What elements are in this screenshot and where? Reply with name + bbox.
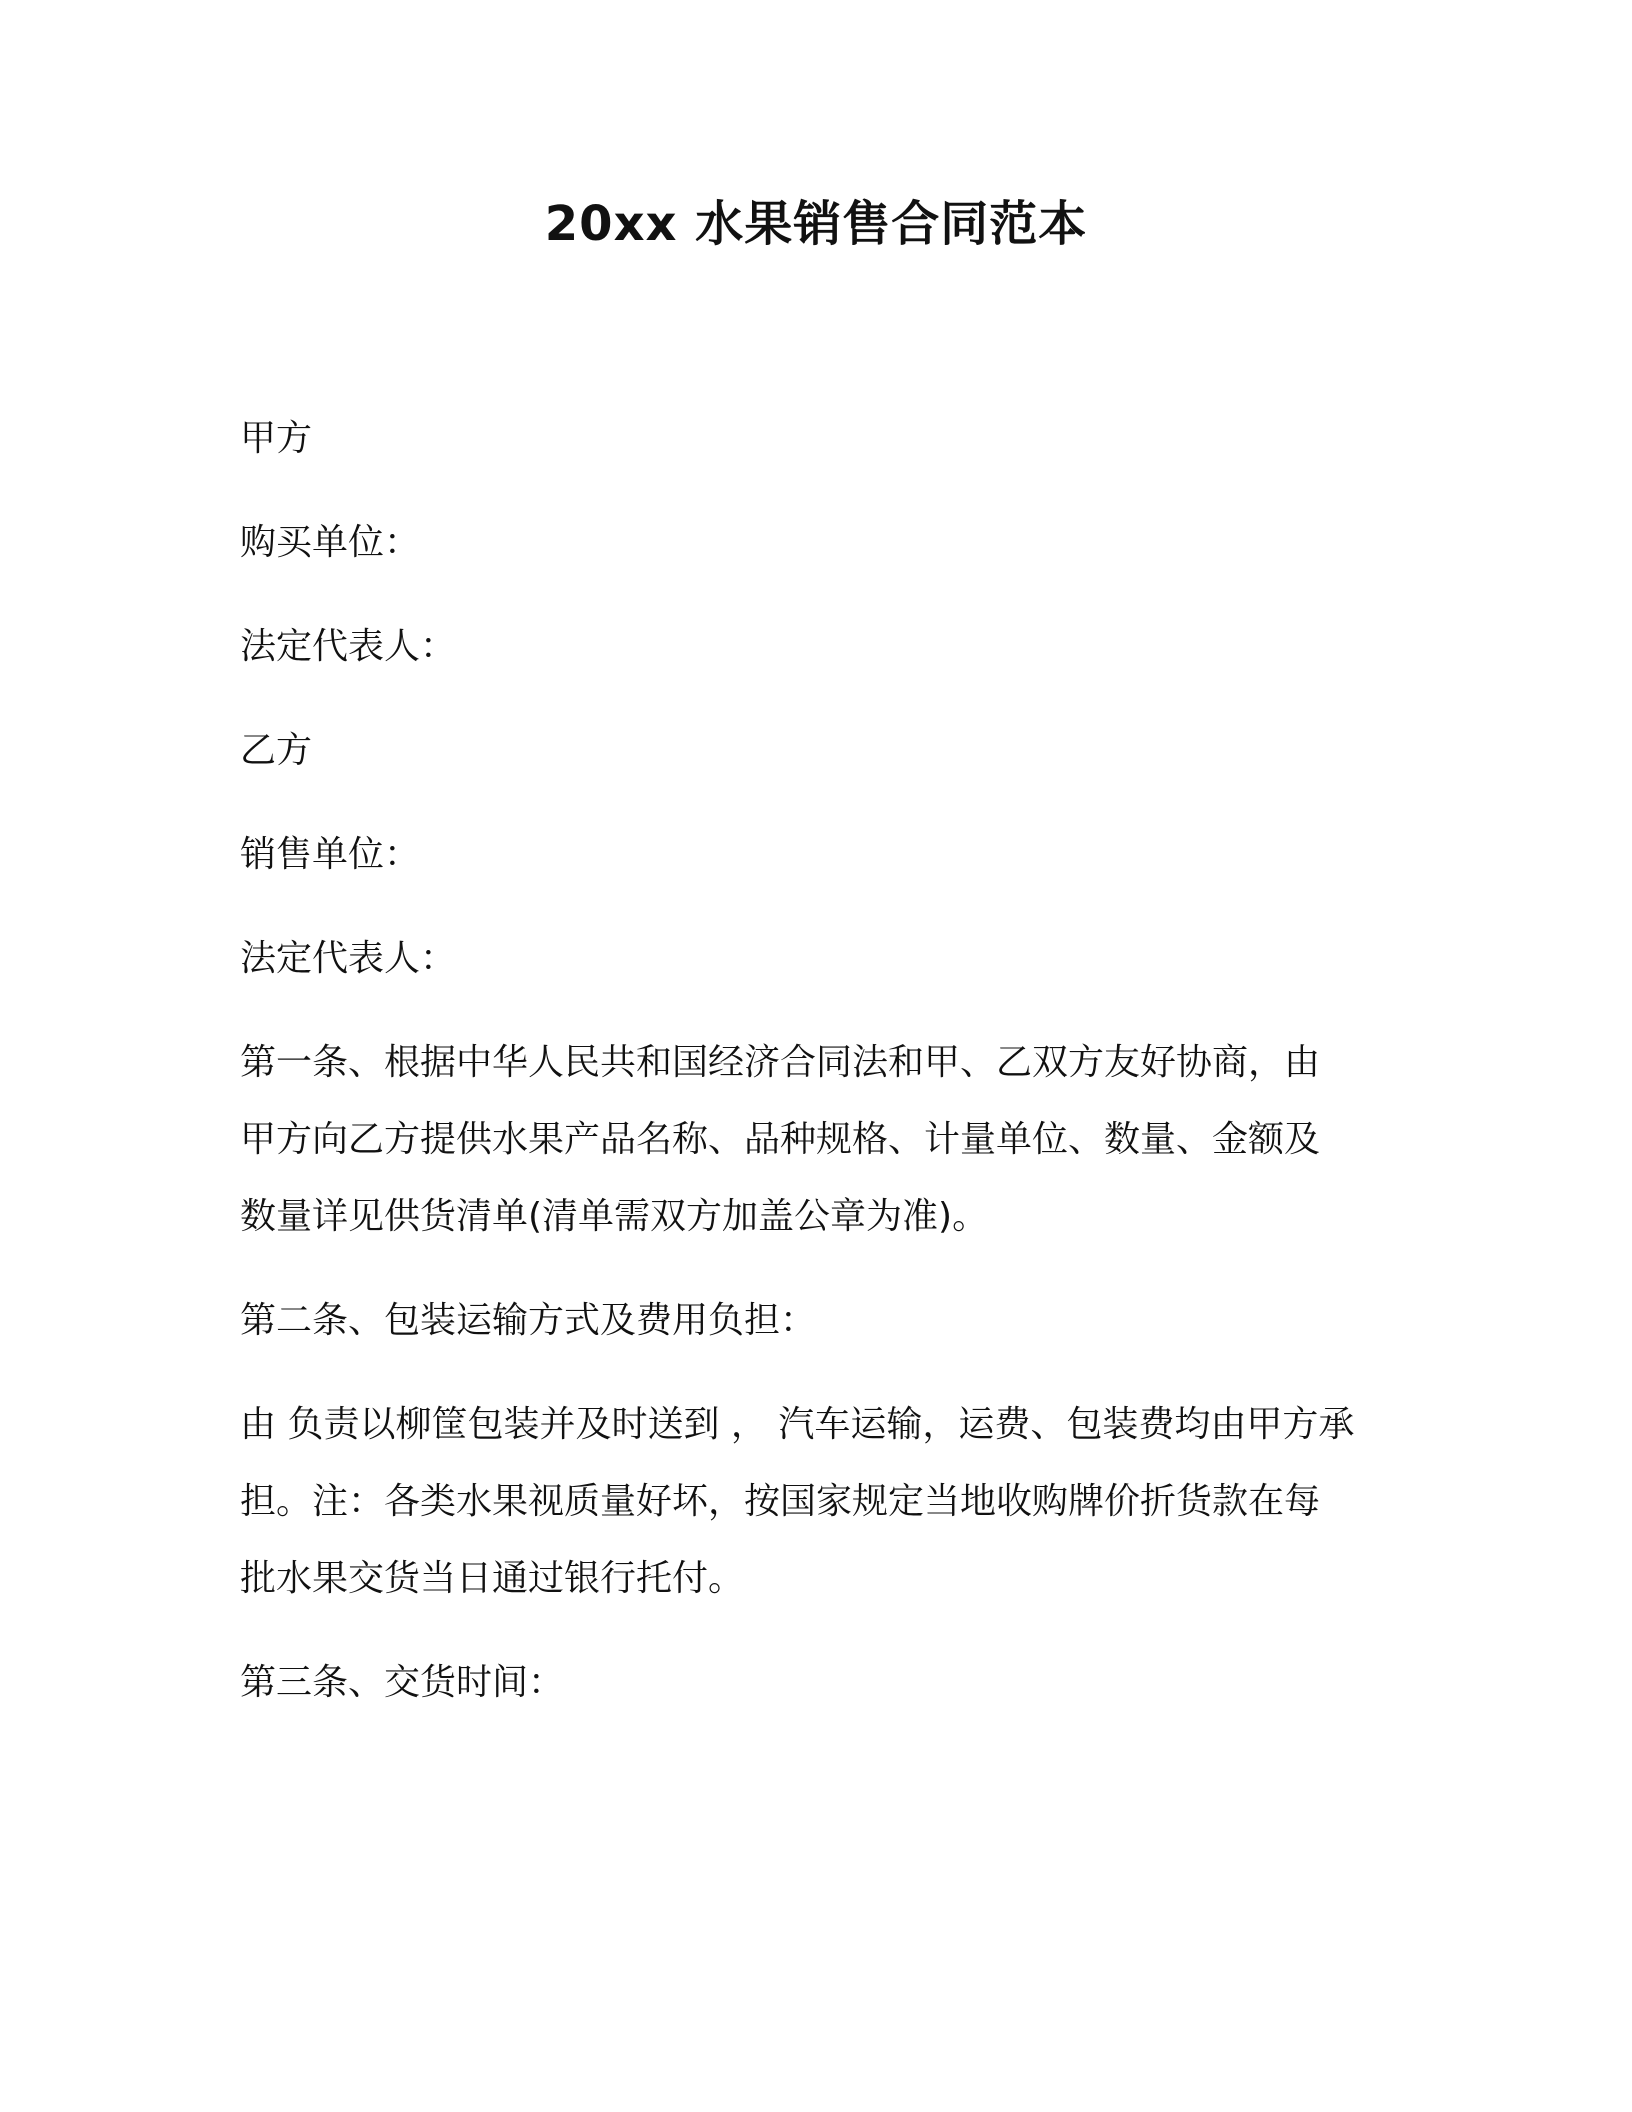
- document-body: [240, 415, 1380, 1763]
- party-a-heading: 甲方: [240, 418, 313, 459]
- party-b-heading: 乙方: [240, 730, 313, 771]
- document-title: 20xx 水果销售合同范本: [544, 196, 1088, 252]
- party-b-seller-label: 销售单位：: [240, 834, 421, 875]
- article-1-paragraph: [240, 1039, 1380, 1241]
- party-a-representative-label: 法定代表人：: [240, 626, 457, 667]
- article-1-line: 甲方向乙方提供水果产品名称、品种规格、计量单位、数量、金额及: [240, 1119, 1321, 1160]
- article-2-line: 批水果交货当日通过银行托付。: [240, 1558, 745, 1599]
- article-2-line: 担。注：各类水果视质量好坏，按国家规定当地收购牌价折货款在每: [240, 1481, 1321, 1522]
- article-3-heading: 第三条、交货时间：: [240, 1662, 565, 1703]
- article-2-paragraph: [240, 1401, 1380, 1603]
- article-2-line: 由 负责以柳筐包装并及时送到 ， 汽车运输，运费、包装费均由甲方承: [240, 1404, 1355, 1445]
- article-2-heading: 第二条、包装运输方式及费用负担：: [240, 1300, 817, 1341]
- article-1-line: 数量详见供货清单(清单需双方加盖公章为准)。: [240, 1196, 989, 1237]
- party-b-representative-label: 法定代表人：: [240, 938, 457, 979]
- party-a-buyer-label: 购买单位：: [240, 522, 421, 563]
- article-1-line: 第一条、根据中华人民共和国经济合同法和甲、乙双方友好协商，由: [240, 1042, 1321, 1083]
